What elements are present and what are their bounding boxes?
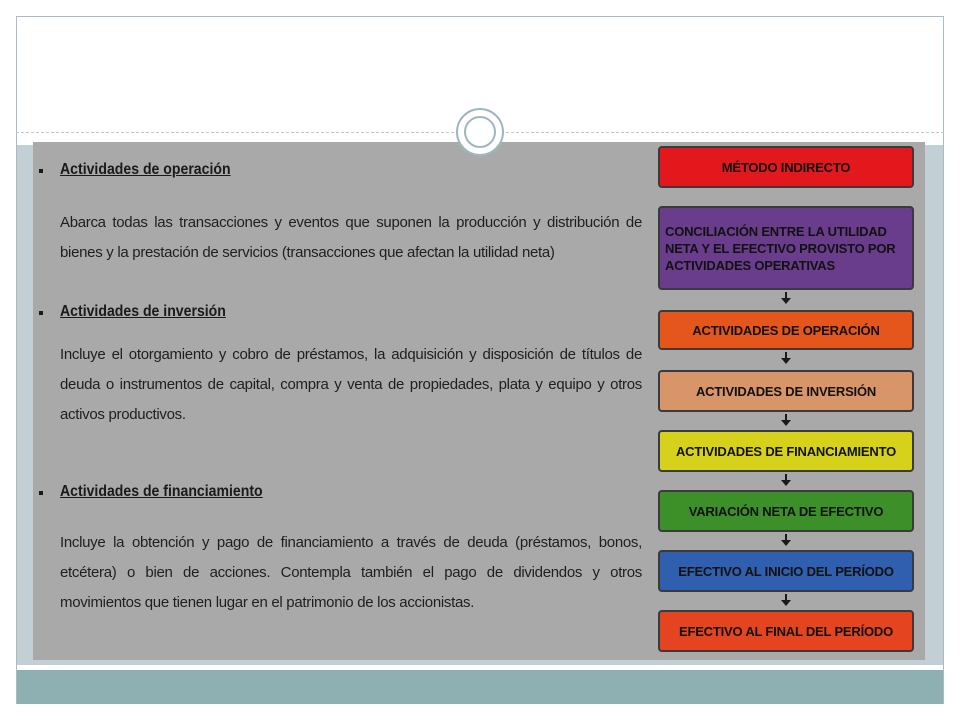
flow-arrow-icon <box>783 414 789 426</box>
section-body: Abarca todas las transacciones y eventos que suponen la producción y distribución de bienes y la prestación de servicios (transacciones que afectan la utilidad neta) <box>60 214 642 261</box>
flow-title-box: MÉTODO INDIRECTO <box>658 146 914 188</box>
flow-step-operacion: ACTIVIDADES DE OPERACIÓN <box>658 310 914 350</box>
section-heading: Actividades de inversión <box>60 303 226 320</box>
bullet-icon <box>39 311 43 315</box>
flow-step-conciliacion: CONCILIACIÓN ENTRE LA UTILIDAD NETA Y EL EFECTIVO PROVISTO POR ACTIVIDADES OPERATIVAS <box>658 206 914 290</box>
flow-step-inicio: EFECTIVO AL INICIO DEL PERÍODO <box>658 550 914 592</box>
flow-arrow-icon <box>783 474 789 486</box>
flow-arrow-icon <box>783 292 789 304</box>
flow-arrow-icon <box>783 594 789 606</box>
bullet-icon <box>39 491 43 495</box>
flow-step-financiamiento: ACTIVIDADES DE FINANCIAMIENTO <box>658 430 914 472</box>
flow-step-inversion: ACTIVIDADES DE INVERSIÓN <box>658 370 914 412</box>
section-body: Incluye el otorgamiento y cobro de préstamos, la adquisición y disposición de títulos de deuda o instrumentos de capital, compra y venta de propiedades, plata y equipo y otros activos productivos. <box>60 346 642 423</box>
ring-ornament-icon <box>456 108 504 156</box>
content-image <box>33 142 925 660</box>
bullet-icon <box>39 169 43 173</box>
flow-step-variacion: VARIACIÓN NETA DE EFECTIVO <box>658 490 914 532</box>
ring-inner <box>464 116 496 148</box>
flow-step-final: EFECTIVO AL FINAL DEL PERÍODO <box>658 610 914 652</box>
flow-arrow-icon <box>783 534 789 546</box>
footer-band <box>17 670 943 704</box>
section-body: Incluye la obtención y pago de financiamiento a través de deuda (préstamos, bonos, etcétera) o bien de acciones. Contempla también el pago de dividendos y otros movimientos que tienen lugar en el patrimonio de los accionistas. <box>60 534 642 611</box>
section-heading: Actividades de financiamiento <box>60 483 263 500</box>
flow-arrow-icon <box>783 352 789 364</box>
section-heading: Actividades de operación <box>60 161 231 178</box>
